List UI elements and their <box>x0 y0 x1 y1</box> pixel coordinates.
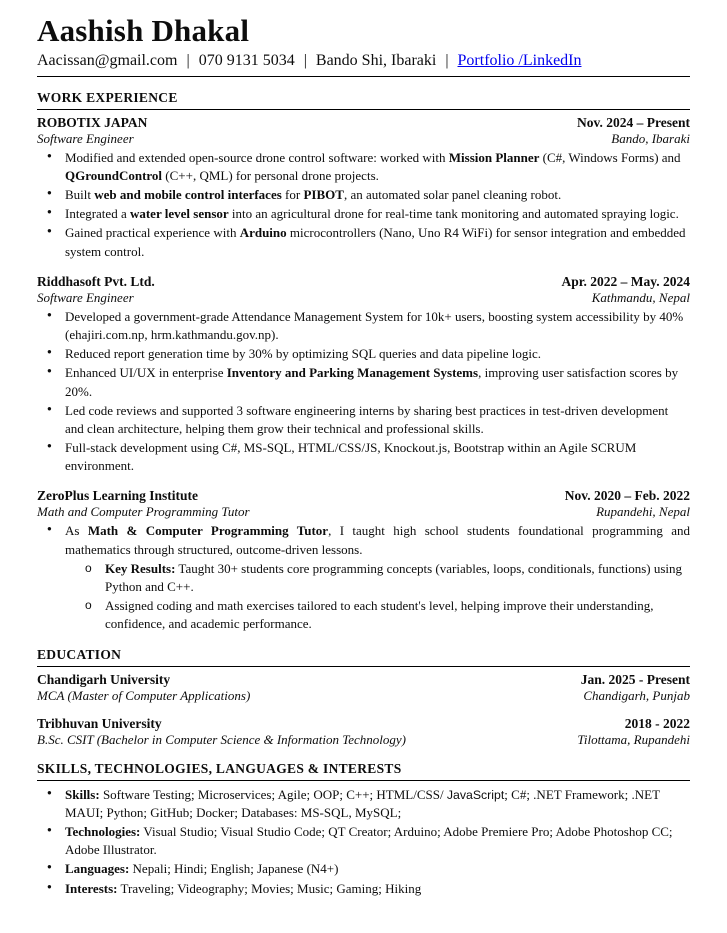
job-header-row <box>37 274 690 290</box>
work-experience-section <box>37 90 690 634</box>
text-segment: into an agricultural drone for real-time tank monitoring and automated spraying logic. <box>228 206 679 222</box>
job-location: Rupandehi, Nepal <box>596 504 690 520</box>
job-dates: Nov. 2020 – Feb. 2022 <box>564 488 690 504</box>
school-dates: 2018 - 2022 <box>624 715 690 731</box>
job-title: Software Engineer <box>37 130 134 146</box>
languages-item <box>65 860 690 878</box>
portfolio-linkedin-link[interactable]: Portfolio /LinkedIn <box>457 51 582 69</box>
job-dates: Apr. 2022 – May. 2024 <box>561 273 690 289</box>
location-text: Bando Shi, Ibaraki <box>315 51 437 69</box>
school-subheader-row <box>37 688 690 704</box>
text-segment: Assigned coding and math exercises tailored to each student's level, helping improve their understanding, confidence, and academic performance. <box>105 598 654 632</box>
company-name: ZeroPlus Learning Institute <box>37 488 199 504</box>
separator: | <box>303 51 307 69</box>
text-segment: Integrated a <box>65 206 130 222</box>
bullet-item <box>65 308 690 344</box>
bullet-item <box>65 224 690 260</box>
text-segment: Software Testing; Microservices; Agile; OOP; C++; HTML/CSS/ <box>99 786 447 802</box>
text-segment: Skills: <box>65 786 100 802</box>
text-segment: , I taught high school students foundational programming and mathematics through structured, outcome-driven lessons. <box>65 523 691 557</box>
school-location: Tilottama, Rupandehi <box>577 731 690 747</box>
sub-bullet-item <box>105 560 690 596</box>
school-chandigarh <box>37 672 690 704</box>
text-segment: Key Results: <box>105 560 176 576</box>
text-segment: Math & Computer Programming Tutor <box>87 523 329 539</box>
school-tribhuvan <box>37 716 690 748</box>
phone-text: 070 9131 5034 <box>198 51 295 69</box>
text-segment: Modified and extended open-source drone control software: worked with <box>65 149 449 165</box>
text-segment: PIBOT <box>303 187 344 203</box>
school-header-row <box>37 672 690 688</box>
text-segment: (C++, QML) for personal drone projects. <box>162 167 379 183</box>
text-segment: Inventory and Parking Management Systems <box>226 365 479 381</box>
job-zeroplus <box>37 488 690 633</box>
education-section <box>37 647 690 748</box>
degree-name: MCA (Master of Computer Applications) <box>37 687 251 703</box>
text-segment: Built <box>65 187 95 203</box>
bullet-item <box>65 402 690 438</box>
text-segment: Technologies: <box>65 823 141 839</box>
job-bullet-list <box>37 308 690 476</box>
school-subheader-row <box>37 732 690 748</box>
sub-bullet-item <box>105 597 690 633</box>
text-segment: Enhanced UI/UX in enterprise <box>65 365 227 381</box>
text-segment: Traveling; Videography; Movies; Music; Gaming; Hiking <box>117 880 422 896</box>
job-subheader-row <box>37 290 690 306</box>
text-segment: Developed a government-grade Attendance Management System for 10k+ users, boosting system accessibility by 40% (ehajiri.com.np, hrm.kathmandu.gov.np). <box>65 308 684 342</box>
education-heading: EDUCATION <box>37 647 690 667</box>
text-segment: , an automated solar panel cleaning robot. <box>343 187 562 203</box>
text-segment: As <box>65 523 88 539</box>
work-experience-heading: WORK EXPERIENCE <box>37 90 690 110</box>
bullet-item <box>65 149 690 185</box>
skills-bullet-list <box>37 786 690 898</box>
job-dates: Nov. 2024 – Present <box>577 114 690 130</box>
job-robotix-japan <box>37 115 690 261</box>
bullet-item <box>65 439 690 475</box>
text-segment: water level sensor <box>129 206 229 222</box>
text-segment: Interests: <box>65 880 118 896</box>
job-header-row <box>37 115 690 131</box>
school-name: Chandigarh University <box>37 671 171 687</box>
skills-section <box>37 761 690 898</box>
degree-name: B.Sc. CSIT (Bachelor in Computer Science & Information Technology) <box>37 731 407 747</box>
job-sub-bullet-list <box>37 560 690 634</box>
text-segment: Visual Studio; Visual Studio Code; QT Creator; Arduino; Adobe Premiere Pro; Adobe Photoshop CC; Adobe Illustrator. <box>65 823 673 858</box>
text-segment: Taught 30+ students core programming concepts (variables, loops, conditionals, functions) using Python and C++. <box>105 560 683 595</box>
person-name: Aashish Dhakal <box>37 13 250 48</box>
text-segment: Mission Planner <box>448 149 540 165</box>
bullet-item <box>65 345 690 363</box>
contact-line <box>37 52 690 77</box>
text-segment: Led code reviews and supported 3 software engineering interns by sharing best practices in test-driven development and clean architecture, helping them grow their technical and professional skills. <box>65 402 669 436</box>
job-subheader-row <box>37 504 690 520</box>
separator: | <box>445 51 449 69</box>
job-bullet-list <box>37 149 690 261</box>
separator: | <box>186 51 190 69</box>
text-segment: web and mobile control interfaces <box>94 187 282 203</box>
text-segment: JavaScript <box>446 787 505 802</box>
bullet-item <box>65 522 690 558</box>
interests-item <box>65 880 690 898</box>
bullet-item <box>65 186 690 204</box>
job-bullet-list <box>37 522 690 558</box>
school-name: Tribhuvan University <box>37 715 162 731</box>
text-segment: Nepali; Hindi; English; Japanese (N4+) <box>129 861 339 877</box>
technologies-item <box>65 823 690 859</box>
job-location: Bando, Ibaraki <box>611 130 690 146</box>
text-segment: microcontrollers (Nano, Uno R4 WiFi) for sensor integration and embedded system control. <box>65 225 686 259</box>
skills-heading: SKILLS, TECHNOLOGIES, LANGUAGES & INTERESTS <box>37 761 690 781</box>
text-segment: for <box>281 187 304 203</box>
text-segment: ; C#; .NET Framework; .NET MAUI; Python; GitHub; Docker; Databases: MS-SQL, MySQL; <box>65 786 660 820</box>
job-title: Math and Computer Programming Tutor <box>37 504 250 520</box>
text-segment: Full-stack development using C#, MS-SQL, HTML/CSS/JS, Knockout.js, Bootstrap within an Agile SCRUM environment. <box>65 440 637 474</box>
text-segment: Reduced report generation time by 30% by optimizing SQL queries and data pipeline logic. <box>65 346 542 362</box>
job-header-row <box>37 488 690 504</box>
skills-item <box>65 786 690 822</box>
school-header-row <box>37 716 690 732</box>
school-dates: Jan. 2025 - Present <box>580 671 690 687</box>
resume-header <box>37 13 690 77</box>
job-title: Software Engineer <box>37 289 134 305</box>
job-location: Kathmandu, Nepal <box>591 289 690 305</box>
job-subheader-row <box>37 131 690 147</box>
school-location: Chandigarh, Punjab <box>583 687 690 703</box>
text-segment: QGroundControl <box>65 167 163 183</box>
bullet-item <box>65 205 690 223</box>
text-segment: , improving user satisfaction scores by 20%. <box>65 365 679 399</box>
company-name: ROBOTIX JAPAN <box>37 114 148 130</box>
text-segment: Arduino <box>239 225 287 241</box>
email-text: Aacissan@gmail.com <box>37 51 178 69</box>
text-segment: (C#, Windows Forms) and <box>539 149 681 165</box>
company-name: Riddhasoft Pvt. Ltd. <box>37 273 155 289</box>
text-segment: Gained practical experience with <box>65 225 240 241</box>
bullet-item <box>65 364 690 400</box>
job-riddhasoft <box>37 274 690 476</box>
text-segment: Languages: <box>65 861 130 877</box>
